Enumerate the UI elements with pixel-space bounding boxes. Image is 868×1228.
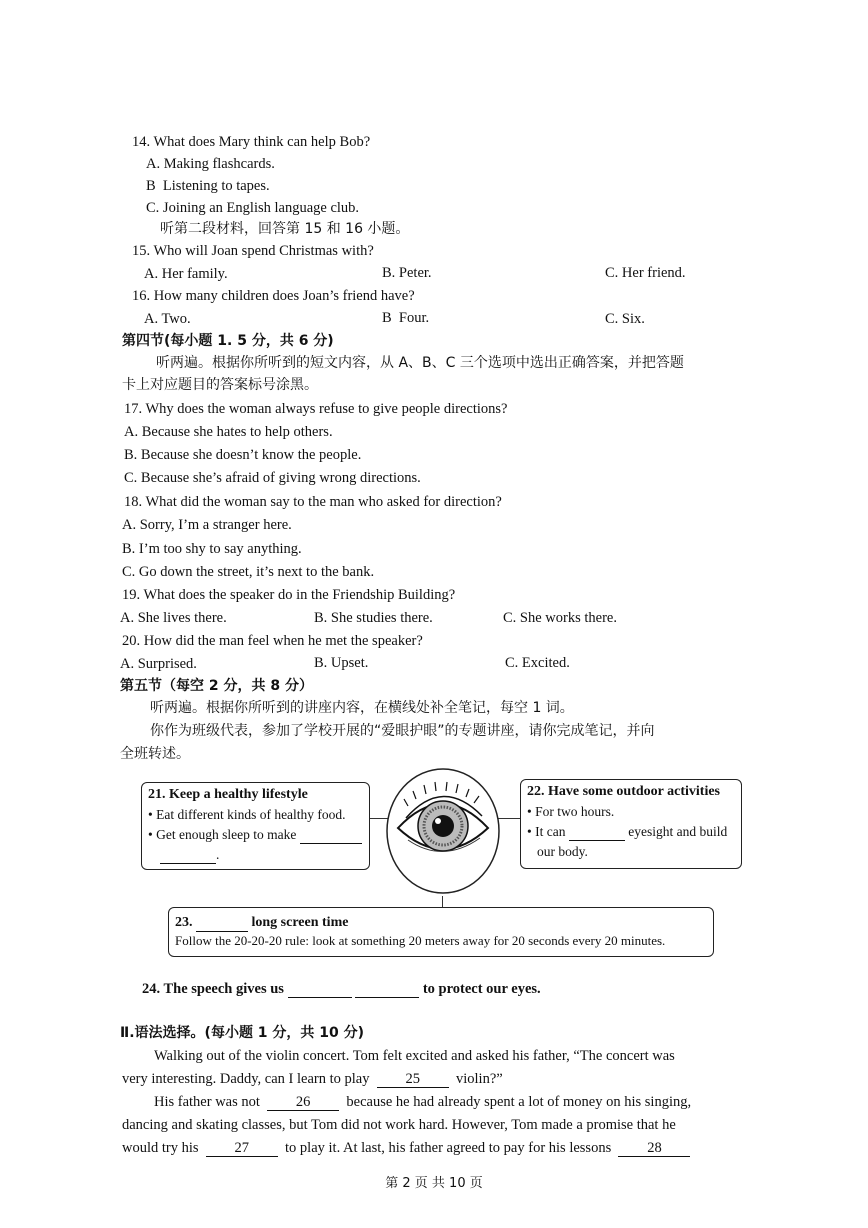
grammar-p1-line2 [122,1070,503,1088]
blank-25: 25 [377,1071,449,1088]
blank-24-b [355,981,419,998]
q15-option-c: C. Her friend. [605,265,686,281]
section5-instruction-3: 全班转述。 [120,746,190,762]
q19-option-c: C. She works there. [503,610,617,626]
q20-stem: 20. How did the man feel when he met the speaker? [122,633,423,649]
section5-instruction-2: 你作为班级代表，参加了学校开展的“爱眼护眼”的专题讲座，请你完成笔记，并向 [150,723,655,739]
grammar-p2-more: to play it. At last, his father agreed to pay for his lessons [285,1140,612,1156]
section4-instruction-2: 卡上对应题目的答案标号涂黑。 [122,377,318,393]
blank-22 [569,824,625,841]
blank-23 [196,915,248,932]
q20-option-b: B. Upset. [314,655,369,671]
note-22-line-1: • For two hours. [527,804,615,819]
q17-option-a: A. Because she hates to help others. [124,424,333,440]
q15-stem: 15. Who will Joan spend Christmas with? [132,243,374,259]
blank-27: 27 [206,1140,278,1157]
note-22-line-2-wrap [527,822,735,842]
grammar-p2-text: because he had already spent a lot of money on his singing, [346,1094,692,1110]
blank-24-a [288,981,352,998]
blank-26: 26 [267,1094,339,1111]
blank-28: 28 [618,1140,690,1157]
note-21-line-3-wrap [148,845,363,865]
q19-option-a: A. She lives there. [120,610,227,626]
q18-option-c: C. Go down the street, it’s next to the bank. [122,564,375,580]
grammar-title: Ⅱ.语法选择。(每小题 1 分，共 10 分) [120,1025,365,1041]
q15-option-b: B. Peter. [382,265,432,281]
grammar-p2-start: His father was not [154,1094,260,1110]
note-box-23 [168,907,714,957]
section5-instruction-1: 听两遍。根据你所听到的讲座内容，在横线处补全笔记，每空 1 词。 [150,700,574,716]
q17-option-b: B. Because she doesn’t know the people. [124,447,362,463]
note-22-line-2b: eyesight and build [628,824,728,839]
blank-21-a [300,827,362,844]
note-22-heading: 22. Have some outdoor activities [527,784,720,799]
note-box-22 [520,779,742,869]
eye-icon [384,766,502,896]
grammar-p2-line2: dancing and skating classes, but Tom did not work hard. However, Tom made a promise that he [122,1117,676,1133]
q20-option-a: A. Surprised. [120,656,197,672]
q19-stem: 19. What does the speaker do in the Friendship Building? [122,587,456,603]
q14-option-a: A. Making flashcards. [146,156,275,172]
q16-stem: 16. How many children does Joan’s friend have? [132,288,415,304]
page-footer: 第 2 页 共 10 页 [385,1176,483,1191]
section4-instruction-1: 听两遍。根据你所听到的短文内容，从 A、B、C 三个选项中选出正确答案，并把答题 [156,355,684,371]
section4-title: 第四节(每小题 1. 5 分，共 6 分) [122,333,334,349]
note-21-line-2-wrap [148,825,363,845]
grammar-p2-cont: would try his [122,1140,199,1156]
q16-option-c: C. Six. [605,311,645,327]
note-22-line-3: our body. [537,844,588,859]
q14-option-c: C. Joining an English language club. [146,200,360,216]
grammar-p1-text: very interesting. Daddy, can I learn to play [122,1071,370,1087]
note-23-heading-wrap [175,914,707,932]
q19-option-b: B. She studies there. [314,610,433,626]
grammar-p2-line1 [154,1093,691,1111]
q18-option-a: A. Sorry, I’m a stranger here. [122,517,292,533]
note-22-line-2a: • It can [527,824,566,839]
note-box-21 [141,782,370,870]
grammar-p2-line3 [122,1139,690,1157]
q18-stem: 18. What did the woman say to the man who asked for direction? [124,494,502,510]
note-21-line-2: • Get enough sleep to make [148,827,297,842]
q24-text-a: 24. The speech gives us [142,981,284,997]
note-23-rule: Follow the 20-20-20 rule: look at something 20 meters away for 20 seconds every 20 minutes. [175,933,666,948]
blank-21-b [160,847,216,864]
section5-title: 第五节（每空 2 分，共 8 分） [120,678,313,694]
q24 [142,980,541,998]
q16-option-a: A. Two. [144,311,191,327]
q14-option-b: B Listening to tapes. [146,178,270,194]
q17-stem: 17. Why does the woman always refuse to give people directions? [124,401,508,417]
note-23-heading: long screen time [251,915,349,930]
grammar-p1-end: violin?” [455,1071,503,1087]
grammar-p1-line1: Walking out of the violin concert. Tom felt excited and asked his father, “The concert was [154,1048,675,1064]
q20-option-c: C. Excited. [505,655,570,671]
note-21-heading: 21. Keep a healthy lifestyle [148,787,308,802]
note-21-line-3: . [216,847,220,862]
q24-text-b: to protect our eyes. [422,981,541,997]
note-23-number: 23. [175,915,193,930]
note-21-line-1: • Eat different kinds of healthy food. [148,807,346,822]
q14-stem: 14. What does Mary think can help Bob? [132,134,371,150]
q15-option-a: A. Her family. [144,266,228,282]
eye-illustration [384,766,502,896]
q17-option-c: C. Because she’s afraid of giving wrong directions. [124,470,421,486]
instruction-15-16: 听第二段材料，回答第 15 和 16 小题。 [160,221,410,237]
q18-option-b: B. I’m too shy to say anything. [122,541,302,557]
q16-option-b: B Four. [382,310,430,326]
